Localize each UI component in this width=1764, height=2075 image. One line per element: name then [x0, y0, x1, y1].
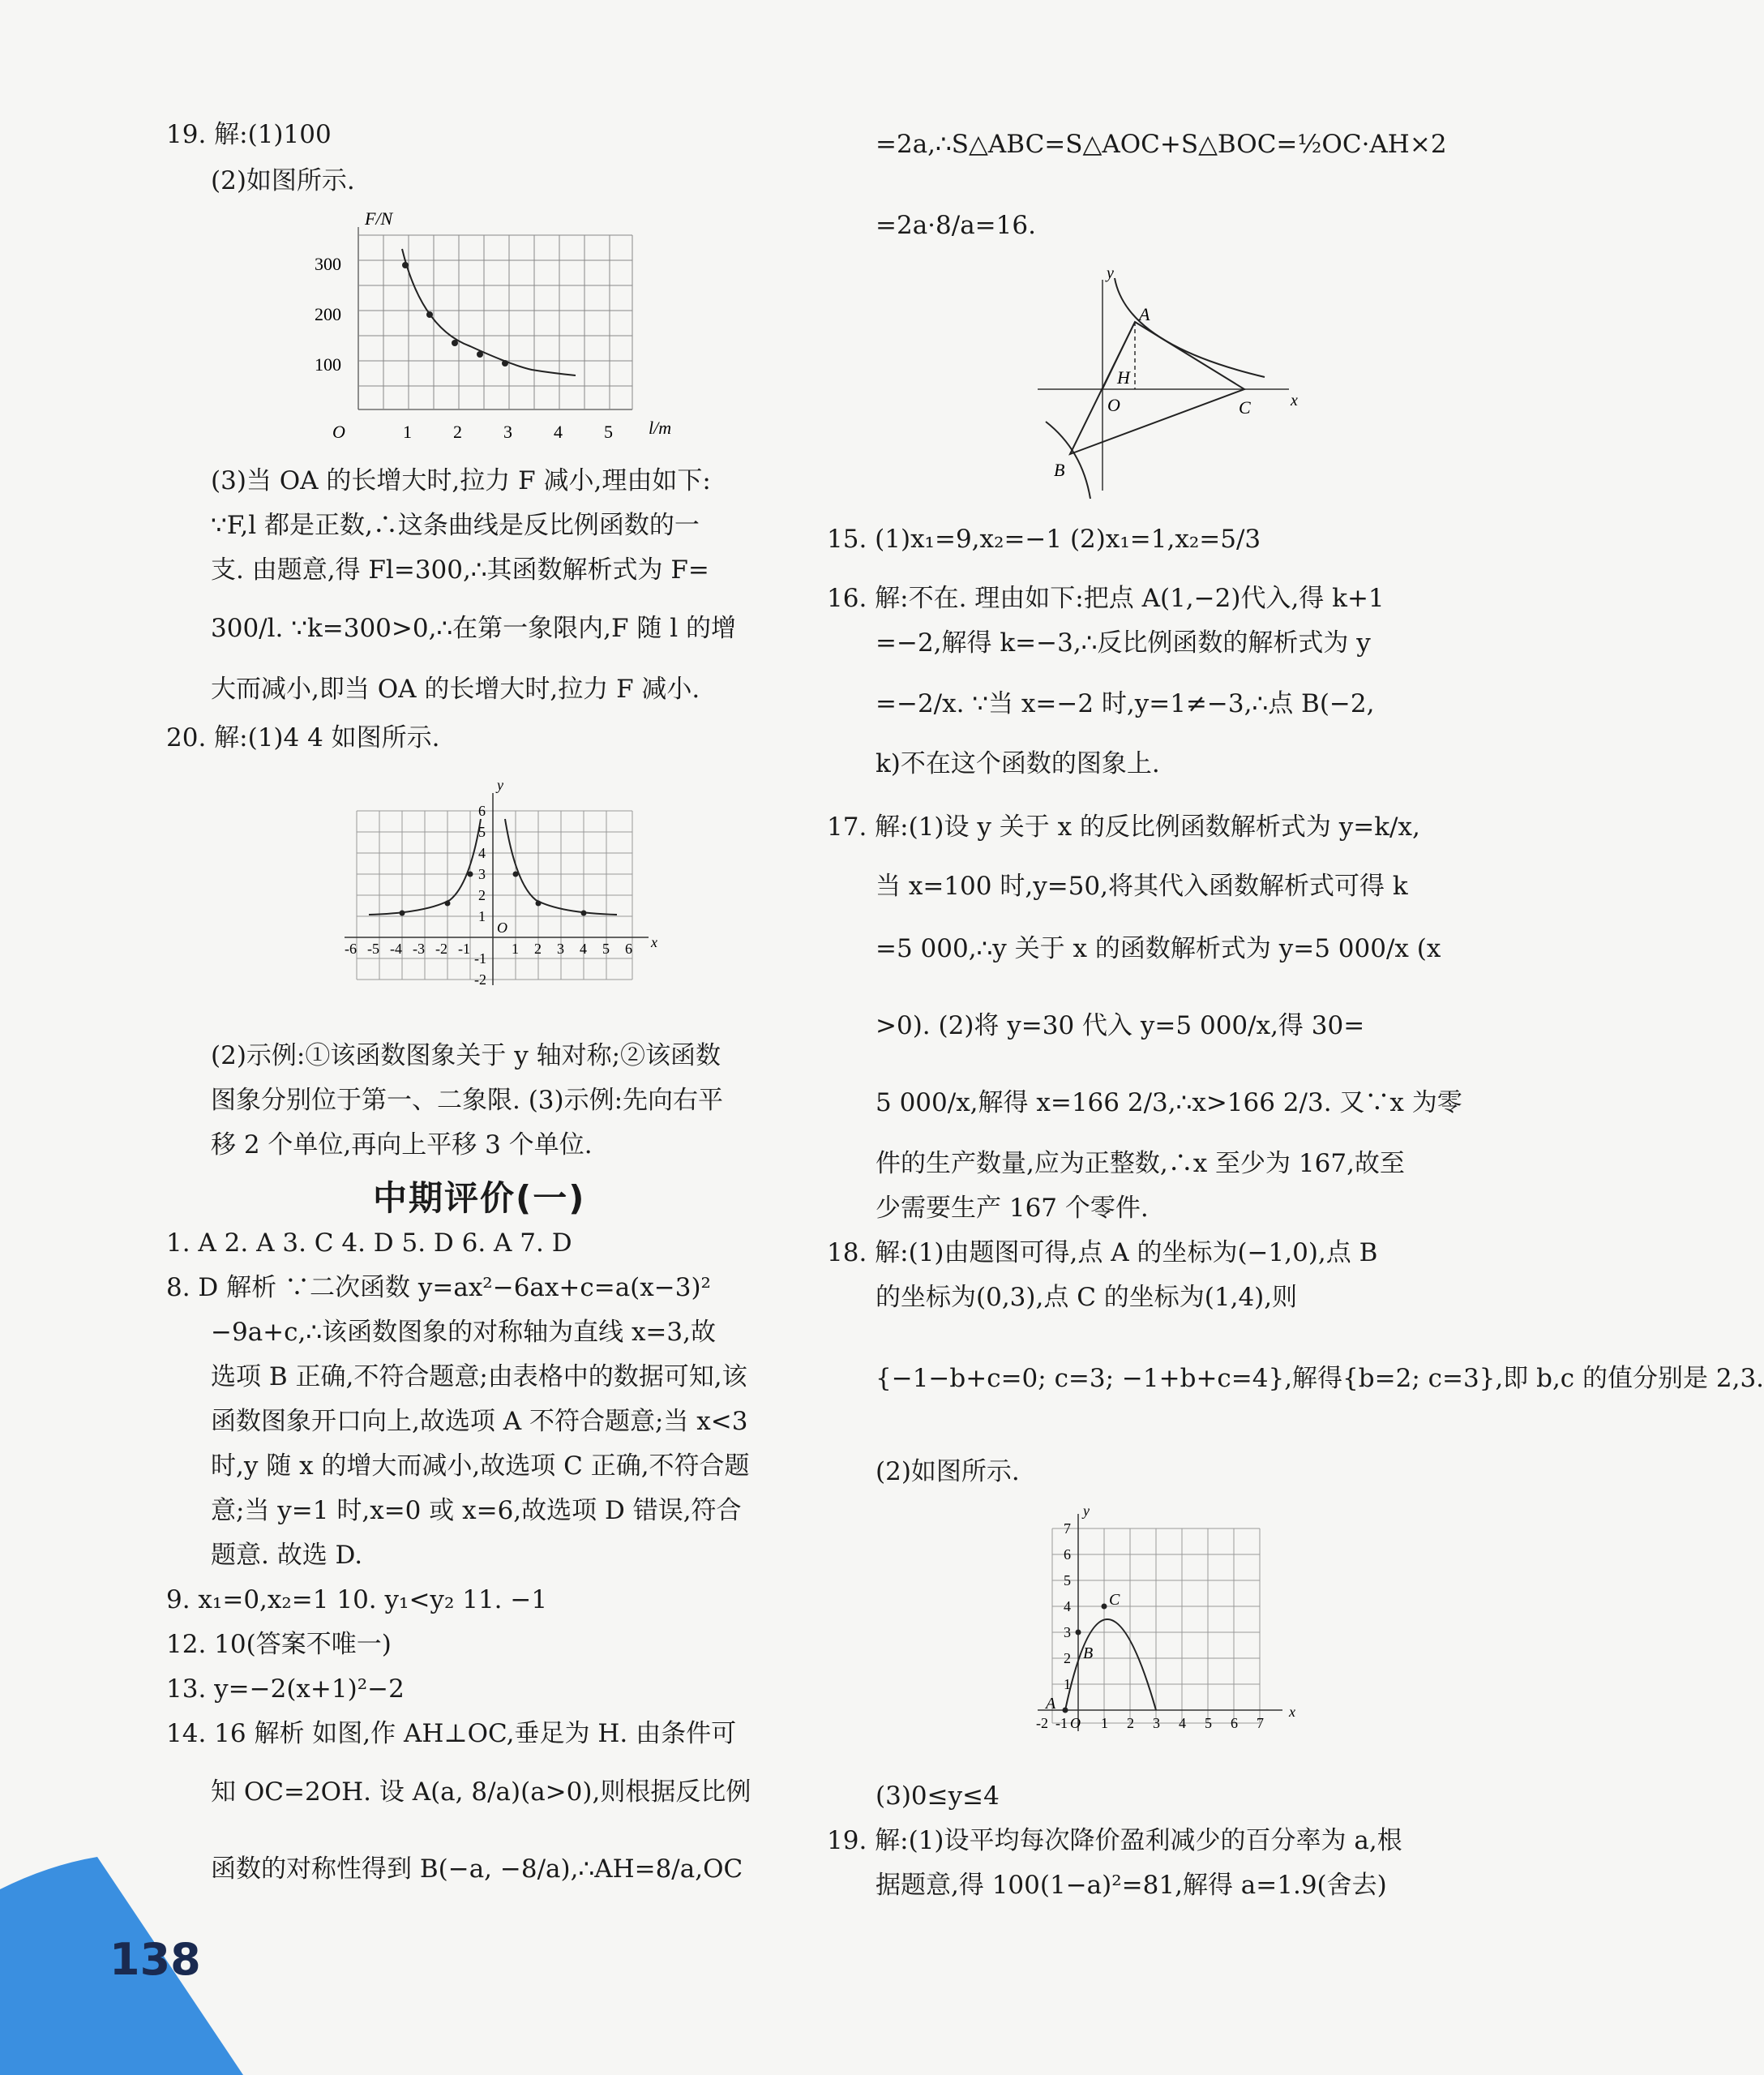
fig1-x-tick: 5: [604, 422, 613, 442]
q19-part3-line3: 支. 由题意,得 Fl=300,∴其函数解析式为 F=: [211, 555, 709, 585]
cont-line1: =2a,∴S△ABC=S△AOC+S△BOC=½OC·AH×2: [876, 130, 1447, 159]
cont-line2: =2a·8/a=16.: [876, 211, 1036, 240]
q20-part2-line3: 移 2 个单位,再向上平移 3 个单位.: [211, 1130, 593, 1160]
q17-line3: =5 000,∴y 关于 x 的函数解析式为 y=5 000/x (x: [876, 934, 1441, 963]
q9-11: 9. x₁=0,x₂=1 10. y₁<y₂ 11. −1: [166, 1585, 548, 1614]
fig2-y-tick: 2: [478, 887, 486, 903]
q17-line1: 17. 解:(1)设 y 关于 x 的反比例函数解析式为 y=k/x,: [827, 812, 1420, 842]
fig4-y-tick: 2: [1064, 1650, 1071, 1666]
fig4-x-tick: 5: [1205, 1715, 1212, 1731]
q20-title: 20. 解:(1)4 4 如图所示.: [166, 723, 440, 752]
fig2-x-tick: -6: [345, 941, 357, 957]
fig2-origin: O: [497, 920, 507, 936]
q8-line2: −9a+c,∴该函数图象的对称轴为直线 x=3,故: [211, 1318, 716, 1347]
figure-symmetric-curve: [336, 770, 677, 997]
fig4-y-tick: 3: [1064, 1624, 1071, 1640]
fig1-x-tick: 4: [554, 422, 563, 442]
fig2-y-tick: 5: [478, 824, 486, 840]
q18-line4: (2)如图所示.: [876, 1457, 1020, 1486]
q8-line1: 8. D 解析 ∵二次函数 y=ax²−6ax+c=a(x−3)²: [166, 1273, 711, 1302]
fig1-y-label: F/N: [365, 208, 393, 229]
figure-parabola: [1021, 1504, 1346, 1764]
q20-part2-line1: (2)示例:①该函数图象关于 y 轴对称;②该函数: [211, 1041, 721, 1070]
q18-part3: (3)0≤y≤4: [876, 1781, 1000, 1811]
fig2-y-tick: -2: [474, 971, 486, 988]
q19-title: 19. 解:(1)100: [166, 120, 332, 149]
q14-line1: 14. 16 解析 如图,作 AH⊥OC,垂足为 H. 由条件可: [166, 1719, 737, 1748]
q14-line3: 函数的对称性得到 B(−a, −8/a),∴AH=8/a,OC: [211, 1854, 743, 1884]
q17-line6: 件的生产数量,应为正整数,∴x 至少为 167,故至: [876, 1149, 1405, 1178]
q16-line4: k)不在这个函数的图象上.: [876, 749, 1160, 778]
fig4-y-label: y: [1083, 1503, 1090, 1519]
q19b-line1: 19. 解:(1)设平均每次降价盈利减少的百分率为 a,根: [827, 1826, 1402, 1855]
fig2-y-tick: -1: [474, 950, 486, 967]
q16-line3: =−2/x. ∵当 x=−2 时,y=1≠−3,∴点 B(−2,: [876, 689, 1375, 718]
fig1-x-tick: 2: [453, 422, 462, 442]
q19-part3-line4: 300/l. ∵k=300>0,∴在第一象限内,F 随 l 的增: [211, 614, 737, 643]
fig2-x-tick: -2: [435, 941, 447, 957]
q17-line7: 少需要生产 167 个零件.: [876, 1194, 1149, 1223]
q8-line7: 题意. 故选 D.: [211, 1541, 363, 1570]
fig1-x-tick: 1: [403, 422, 412, 442]
q13: 13. y=−2(x+1)²−2: [166, 1674, 405, 1704]
fig1-x-tick: 3: [503, 422, 512, 442]
q17-line4: >0). (2)将 y=30 代入 y=5 000/x,得 30=: [876, 1011, 1365, 1040]
fig2-x-tick: -3: [413, 941, 425, 957]
fig1-y-tick: 200: [315, 304, 341, 324]
fig3-x-label: x: [1291, 392, 1298, 409]
q19b-line2: 据题意,得 100(1−a)²=81,解得 a=1.9(舍去): [876, 1871, 1387, 1900]
fig3-point-c: C: [1239, 397, 1251, 418]
fig4-x-tick: 7: [1257, 1715, 1264, 1731]
fig4-y-tick: 7: [1064, 1520, 1071, 1537]
fig2-x-tick: -1: [458, 941, 470, 957]
q8-line4: 函数图象开口向上,故选项 A 不符合题意;当 x<3: [211, 1407, 748, 1436]
fig1-x-label: l/m: [649, 418, 672, 438]
fig2-x-tick: 1: [512, 941, 519, 957]
answers-1-7: 1. A 2. A 3. C 4. D 5. D 6. A 7. D: [166, 1228, 572, 1258]
q19-part2: (2)如图所示.: [211, 166, 355, 195]
fig1-y-tick: 300: [315, 254, 341, 274]
q16-line2: =−2,解得 k=−3,∴反比例函数的解析式为 y: [876, 628, 1371, 658]
q16-line1: 16. 解:不在. 理由如下:把点 A(1,−2)代入,得 k+1: [827, 584, 1385, 613]
fig4-x-tick: 2: [1127, 1715, 1134, 1731]
fig3-origin: O: [1107, 395, 1120, 415]
fig2-x-tick: 2: [534, 941, 542, 957]
fig4-origin: O: [1070, 1715, 1081, 1731]
fig3-y-label: y: [1107, 264, 1114, 282]
fig2-x-label: x: [651, 934, 657, 950]
fig1-origin: O: [332, 422, 345, 442]
q19-part3-line5: 大而减小,即当 OA 的长增大时,拉力 F 减小.: [211, 675, 700, 704]
fig4-x-tick: -1: [1055, 1715, 1068, 1731]
q14-line2: 知 OC=2OH. 设 A(a, 8/a)(a>0),则根据反比例: [211, 1777, 751, 1807]
fig4-y-tick: 1: [1064, 1676, 1071, 1692]
q15: 15. (1)x₁=9,x₂=−1 (2)x₁=1,x₂=5/3: [827, 525, 1261, 554]
q8-line5: 时,y 随 x 的增大而减小,故选项 C 正确,不符合题: [211, 1451, 750, 1481]
figure-triangle: [1030, 264, 1321, 499]
q19-part3-line2: ∵F,l 都是正数,∴这条曲线是反比例函数的一: [211, 511, 700, 540]
q17-line2: 当 x=100 时,y=50,将其代入函数解析式可得 k: [876, 872, 1408, 901]
q19-part3-line1: (3)当 OA 的长增大时,拉力 F 减小,理由如下:: [211, 466, 711, 495]
section-title: 中期评价(一): [373, 1178, 586, 1218]
fig2-y-tick: 3: [478, 866, 486, 882]
fig3-point-b: B: [1054, 460, 1065, 480]
fig3-point-a: A: [1139, 304, 1150, 324]
fig1-y-tick: 100: [315, 354, 341, 375]
fig4-y-tick: 4: [1064, 1598, 1071, 1614]
q18-line1: 18. 解:(1)由题图可得,点 A 的坐标为(−1,0),点 B: [827, 1238, 1378, 1267]
fig4-point-c: C: [1109, 1591, 1120, 1609]
fig4-x-tick: 1: [1101, 1715, 1108, 1731]
q18-line2: 的坐标为(0,3),点 C 的坐标为(1,4),则: [876, 1283, 1298, 1312]
fig2-x-tick: 6: [625, 941, 632, 957]
fig2-y-tick: 4: [478, 845, 486, 861]
fig4-y-tick: 5: [1064, 1572, 1071, 1588]
fig2-x-tick: -5: [367, 941, 379, 957]
page-number: 138: [109, 1934, 201, 1985]
figure-force-length: [308, 207, 689, 450]
fig2-y-tick: 1: [478, 908, 486, 924]
fig4-y-tick: 6: [1064, 1546, 1071, 1563]
q8-line6: 意;当 y=1 时,x=0 或 x=6,故选项 D 错误,符合: [211, 1496, 742, 1525]
fig4-point-b: B: [1083, 1644, 1094, 1662]
q12: 12. 10(答案不唯一): [166, 1630, 392, 1659]
fig4-x-label: x: [1289, 1704, 1295, 1720]
fig4-x-tick: 6: [1231, 1715, 1238, 1731]
fig4-x-tick: 4: [1179, 1715, 1186, 1731]
q17-line5: 5 000/x,解得 x=166 2/3,∴x>166 2/3. 又∵x 为零: [876, 1088, 1462, 1117]
fig4-x-tick: 3: [1153, 1715, 1160, 1731]
fig2-x-tick: 5: [602, 941, 610, 957]
fig4-x-tick: -2: [1036, 1715, 1048, 1731]
q8-line3: 选项 B 正确,不符合题意;由表格中的数据可知,该: [211, 1362, 747, 1391]
fig2-x-tick: -4: [390, 941, 402, 957]
fig4-point-a: A: [1046, 1695, 1056, 1713]
fig2-y-label: y: [497, 777, 503, 793]
fig2-x-tick: 4: [580, 941, 587, 957]
fig3-point-h: H: [1117, 367, 1130, 388]
q18-system: {−1−b+c=0; c=3; −1+b+c=4},解得{b=2; c=3},即 b,c 的值分别是 2,3.: [876, 1364, 1764, 1393]
q20-part2-line2: 图象分别位于第一、二象限. (3)示例:先向右平: [211, 1086, 724, 1115]
fig2-x-tick: 3: [557, 941, 564, 957]
fig2-y-tick: 6: [478, 803, 486, 819]
